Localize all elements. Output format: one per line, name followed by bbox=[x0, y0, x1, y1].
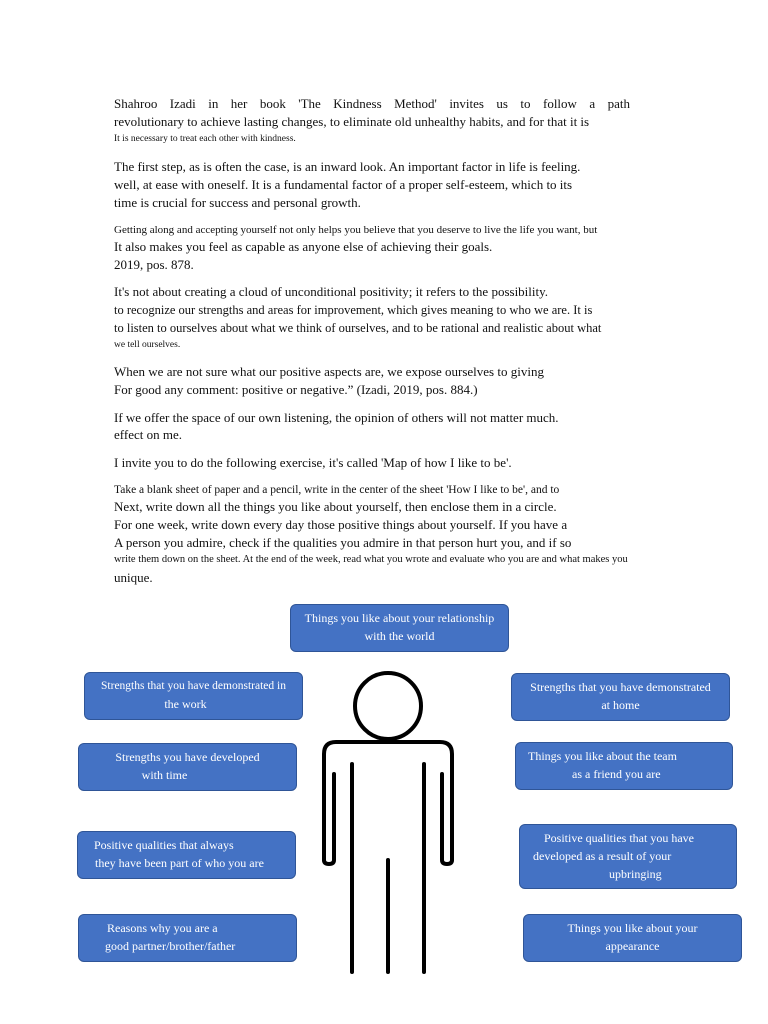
box-text: as a friend you are bbox=[572, 767, 661, 781]
word: Method' bbox=[394, 96, 437, 111]
box-positive-qualities-always bbox=[77, 831, 296, 879]
box-team-friend bbox=[515, 742, 733, 790]
paragraph-4-line-2: to recognize our strengths and areas for improvement, which gives meaning to who we are. It is bbox=[114, 303, 593, 317]
box-text: with the world bbox=[364, 629, 435, 643]
box-strengths-at-home bbox=[511, 673, 730, 721]
box-reasons-good-partner bbox=[78, 914, 297, 962]
paragraph-6-line-2: effect on me. bbox=[114, 427, 182, 442]
paragraph-8-line-4: A person you admire, check if the qualities you admire in that person hurt you, and if so bbox=[114, 535, 572, 550]
paragraph-7-line-1: I invite you to do the following exercise, it's called 'Map of how I like to be'. bbox=[114, 455, 512, 470]
word: Shahroo bbox=[114, 96, 158, 111]
box-text: they have been part of who you are bbox=[95, 856, 264, 870]
box-text: Strengths that you have demonstrated in bbox=[101, 680, 286, 692]
word: Kindness bbox=[333, 96, 382, 111]
word: follow bbox=[542, 96, 577, 111]
word: to bbox=[520, 96, 531, 111]
word: a bbox=[589, 96, 596, 111]
box-text: appearance bbox=[605, 939, 660, 953]
paragraph-4-line-1: It's not about creating a cloud of unconditional positivity; it refers to the possibility. bbox=[114, 284, 549, 299]
paragraph-2-line-2: well, at ease with oneself. It is a fundamental factor of a proper self-esteem, which to its bbox=[114, 177, 573, 192]
paragraph-3-line-2: It also makes you feel as capable as anyone else of achieving their goals. bbox=[114, 239, 493, 254]
box-text: Strengths you have developed bbox=[115, 750, 260, 764]
box-text: Things you like about your bbox=[567, 921, 698, 935]
word: book bbox=[259, 96, 286, 111]
box-strengths-developed-with-time bbox=[78, 743, 297, 791]
box-relationship-with-world bbox=[290, 604, 509, 652]
paragraph-8-line-2: Next, write down all the things you like about yourself, then enclose them in a circle. bbox=[114, 499, 557, 514]
word: path bbox=[607, 96, 630, 111]
box-text: Things you like about the team bbox=[528, 749, 677, 763]
paragraph-3-line-1: Getting along and accepting yourself not only helps you believe that you deserve to live the life you want, but bbox=[114, 224, 598, 236]
person-outline-icon bbox=[316, 664, 456, 974]
box-text: Positive qualities that always bbox=[94, 838, 234, 852]
box-text: Positive qualities that you have bbox=[544, 831, 694, 845]
box-text: with time bbox=[141, 768, 188, 782]
paragraph-2-line-1: The first step, as is often the case, is an inward look. An important factor in life is feeling. bbox=[114, 159, 581, 174]
word: 'The bbox=[298, 96, 321, 111]
box-text: good partner/brother/father bbox=[105, 939, 236, 953]
box-text: at home bbox=[601, 698, 640, 712]
paragraph-5-line-1: When we are not sure what our positive aspects are, we expose ourselves to giving bbox=[114, 364, 544, 379]
word: in bbox=[208, 96, 219, 111]
paragraph-4-line-4: we tell ourselves. bbox=[114, 340, 181, 350]
box-qualities-upbringing bbox=[519, 824, 737, 889]
paragraph-1-line-2: revolutionary to achieve lasting changes, to eliminate old unhealthy habits, and for that it is bbox=[114, 114, 590, 129]
paragraph-2-line-3: time is crucial for success and personal growth. bbox=[114, 195, 361, 210]
paragraph-6-line-1: If we offer the space of our own listening, the opinion of others will not matter much. bbox=[114, 410, 559, 425]
word: her bbox=[230, 96, 248, 111]
box-text: the work bbox=[164, 697, 207, 711]
paragraph-8-line-1: Take a blank sheet of paper and a pencil, write in the center of the sheet 'How I like to be', and to bbox=[114, 484, 560, 496]
word: invites bbox=[449, 96, 484, 111]
box-text: Strengths that you have demonstrated bbox=[530, 680, 711, 694]
paragraph-8-line-5: write them down on the sheet. At the end of the week, read what you wrote and evaluate who you are and what makes you bbox=[114, 554, 628, 565]
paragraph-1-line-3: It is necessary to treat each other with kindness. bbox=[114, 134, 296, 144]
word: Izadi bbox=[169, 96, 196, 111]
box-text: upbringing bbox=[609, 867, 662, 881]
paragraph-8-line-3: For one week, write down every day those positive things about yourself. If you have a bbox=[114, 517, 568, 532]
box-strengths-at-work bbox=[84, 672, 303, 720]
box-text: Reasons why you are a bbox=[107, 921, 218, 935]
paragraph-8-line-6: unique. bbox=[114, 570, 153, 585]
paragraph-3-line-3: 2019, pos. 878. bbox=[114, 257, 194, 272]
word: us bbox=[496, 96, 508, 111]
paragraph-1-line-1 bbox=[114, 96, 630, 112]
paragraph-5-line-2: For good any comment: positive or negative.” (Izadi, 2019, pos. 884.) bbox=[114, 382, 478, 397]
paragraph-4-line-3: to listen to ourselves about what we think of ourselves, and to be rational and realistic about what bbox=[114, 321, 602, 335]
box-appearance bbox=[523, 914, 742, 962]
box-text: Things you like about your relationship bbox=[304, 611, 495, 625]
box-text: developed as a result of your bbox=[533, 849, 672, 863]
